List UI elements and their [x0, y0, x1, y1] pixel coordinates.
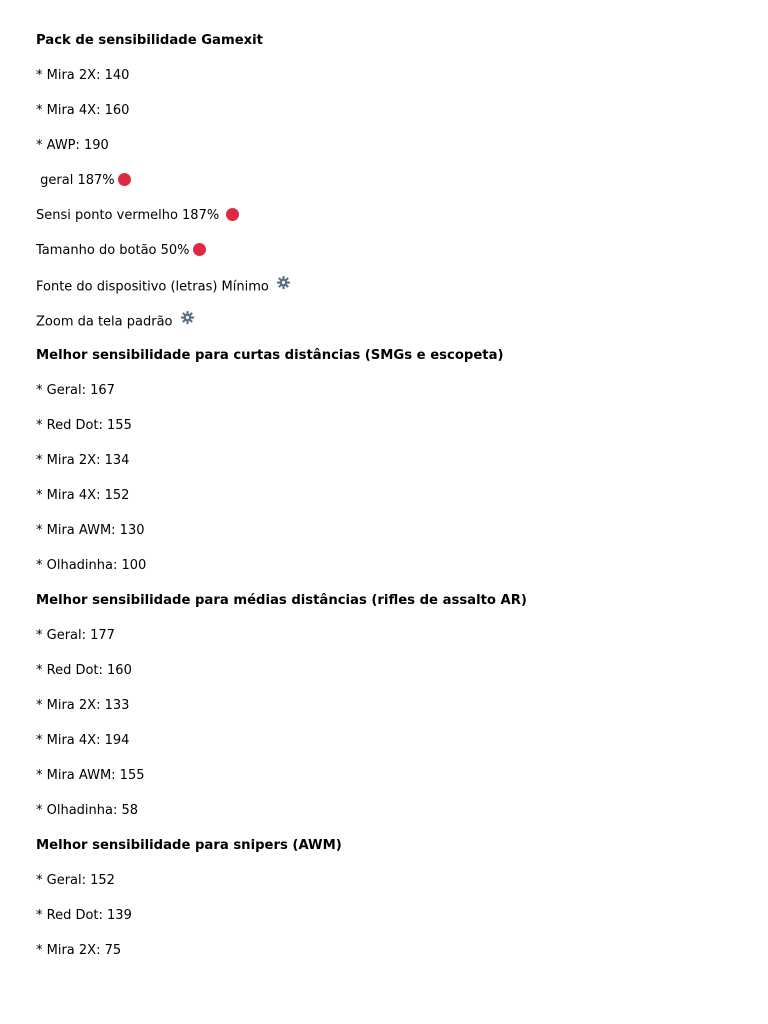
line-text: * Olhadinha: 58 [36, 803, 139, 818]
list-item [36, 696, 129, 716]
list-item [36, 241, 206, 261]
list-item [36, 626, 115, 646]
list-item [36, 906, 132, 926]
line-text: * Mira AWM: 130 [36, 523, 145, 538]
list-item [36, 381, 115, 401]
list-item [36, 871, 115, 891]
line-text: Sensi ponto vermelho 187% [36, 208, 224, 223]
list-item [36, 731, 129, 751]
list-item [36, 66, 129, 86]
list-item [36, 451, 129, 471]
line-text: * Mira 2X: 134 [36, 453, 130, 468]
line-text: * Mira 2X: 75 [36, 943, 122, 958]
line-text: * Olhadinha: 100 [36, 558, 147, 573]
red-circle-icon [118, 173, 131, 186]
list-item [36, 276, 291, 296]
line-text: * Mira 2X: 133 [36, 698, 130, 713]
list-item [36, 521, 144, 541]
line-text: Melhor sensibilidade para snipers (AWM) [36, 838, 342, 853]
heading-curtas-distancias [36, 346, 504, 366]
heading-medias-distancias [36, 591, 527, 611]
line-text: Pack de sensibilidade Gamexit [36, 33, 263, 48]
list-item [36, 486, 129, 506]
line-text: Tamanho do botão 50% [36, 243, 190, 258]
list-item [36, 556, 146, 576]
line-text: * Red Dot: 139 [36, 908, 132, 923]
list-item [36, 311, 195, 331]
gear-icon [273, 275, 291, 297]
line-text: Melhor sensibilidade para curtas distâncias (SMGs e escopeta) [36, 348, 504, 363]
heading-snipers [36, 836, 342, 856]
line-text: * Mira 4X: 160 [36, 103, 130, 118]
line-text: * Mira AWM: 155 [36, 768, 145, 783]
line-text: * AWP: 190 [36, 138, 109, 153]
line-text: * Mira 4X: 194 [36, 733, 130, 748]
list-item [36, 416, 132, 436]
line-text: * Red Dot: 160 [36, 663, 132, 678]
list-item [36, 136, 109, 156]
line-text: * Mira 4X: 152 [36, 488, 130, 503]
red-circle-icon [226, 208, 239, 221]
gear-icon [177, 310, 195, 332]
list-item [36, 766, 144, 786]
heading-pack-gamexit [36, 31, 263, 51]
list-item [36, 661, 132, 681]
line-text: * Geral: 177 [36, 628, 115, 643]
list-item [36, 171, 131, 191]
line-text: * Geral: 167 [36, 383, 115, 398]
list-item [36, 206, 239, 226]
list-item [36, 801, 138, 821]
line-text: Zoom da tela padrão [36, 314, 173, 330]
list-item [36, 101, 129, 121]
line-text: Fonte do dispositivo (letras) Mínimo [36, 279, 269, 295]
line-text: Melhor sensibilidade para médias distâncias (rifles de assalto AR) [36, 593, 527, 608]
line-text: * Geral: 152 [36, 873, 115, 888]
line-text: geral 187% [36, 173, 115, 188]
line-text: * Mira 2X: 140 [36, 68, 130, 83]
list-item [36, 941, 121, 961]
red-circle-icon [193, 243, 206, 256]
line-text: * Red Dot: 155 [36, 418, 132, 433]
